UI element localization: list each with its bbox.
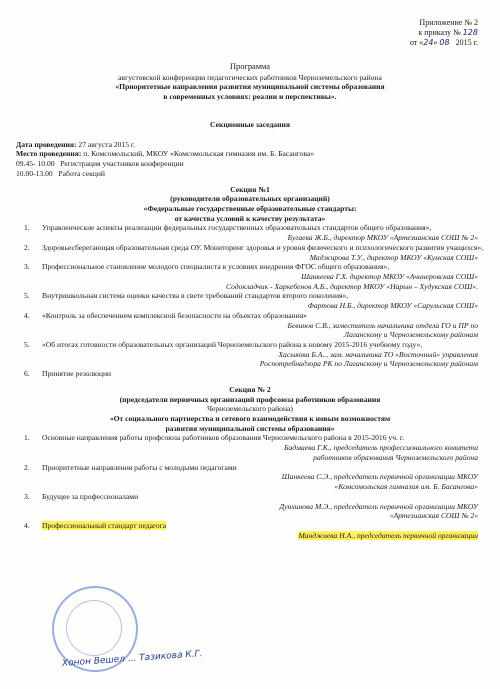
section1-title: Секция №1 xyxy=(230,184,270,194)
section2-subtitle2: Черноземельского района) xyxy=(207,404,293,414)
section2-signature-line2: «Комсомольская гимназия им. Б. Басангова» xyxy=(334,482,478,492)
section1-subtitle: (руководители образовательных организаций) xyxy=(170,194,330,204)
sessions-heading: Секционные заседания xyxy=(210,119,290,129)
place-line: Место проведения: п. Комсомольский, МКОУ «Комсомольская гимназия им. Б. Басангова» xyxy=(16,149,315,159)
section1-item: 5. «Об итогах готовности образовательных организаций Черноземельского района к новому 2015-2016 учебному году», xyxy=(24,340,423,349)
program-line1: августовской конференции педагогических работников Черноземельского района xyxy=(118,72,382,82)
appendix-title: Приложение № 2 xyxy=(419,18,478,27)
section2-item: 3. Будущее за профессионалами xyxy=(24,491,139,501)
section1-signature: Бугаева Ж.Б., директор МКОУ «Артезианская СОШ № 2» xyxy=(287,233,478,243)
section1-item: 1. Управленческие аспекты реализации федеральных государственных образовательных стандартов общего образования», xyxy=(24,223,432,233)
program-title: Программа xyxy=(229,62,271,71)
section1-item: 4. «Контроль за обеспечением комплексной безопасности на объектах образования» xyxy=(24,310,307,320)
section1-signature: Фартова Н.Б., директор МКОУ «Сарульская СОШ» xyxy=(307,301,478,311)
section2-subtitle: (председатели первичных организаций профсоюза работников образования xyxy=(119,394,381,404)
program-line3: в современных условиях: реалии и перспективы». xyxy=(163,92,337,102)
section2-signature-line2: работников образования Черноземельского района xyxy=(313,452,478,462)
schedule-row-2: 10.00-13.00 Работа секций xyxy=(16,168,105,178)
section2-signature: Манджиева Н.А., председатель первичной организации xyxy=(298,530,478,540)
section1-signature: Бевинов С.В., заместитель начальника отдела ГО и ПР по xyxy=(287,320,478,330)
section1-signature-line2: Лаганскому и Черноземельскому районам xyxy=(343,330,478,340)
section1-signature-line2: Роспотребнадзора РК по Лаганскому и Черноземельскому районам xyxy=(259,359,478,369)
section1-signature: Маджирова Т.У., директор МКОУ «Кумская СОШ» xyxy=(309,252,478,262)
date-line: Дата проведения: 27 августа 2015 г. xyxy=(16,139,136,149)
section1-item: 3. Профессиональное становление молодого специалиста в условиях внедрения ФГОС общего образования», xyxy=(24,262,390,272)
section1-item: 6. Принятие резолюции xyxy=(24,369,112,379)
section2-theme2: развития муниципальной системы образования» xyxy=(165,423,335,433)
section2-theme1: «От социального партнерства и сетевого взаимодействия к новым возможностям xyxy=(109,414,391,424)
section2-item: 1. Основные направления работы профсоюза работников образования Черноземельского района в 2015-2016 уч. г. xyxy=(24,433,404,443)
section2-signature: Бадмаева Г.К., председатель профессионального комитета xyxy=(284,443,478,453)
section2-signature: Шанкеева С.Э., председатель первичной организации МКОУ xyxy=(281,472,478,482)
schedule-row-1: 09.45- 10.00 Регистрация участников конференции xyxy=(16,159,184,169)
section1-item: 2. Здоровьесберегающая образовательная среда ОУ. Мониторинг здоровья и уровня физического и психологического развития учащихся», xyxy=(24,242,484,252)
handwritten-note: Хонон Вешел ... Тазикова К.Г. xyxy=(61,649,203,669)
order-line: к приказу № 128 xyxy=(418,28,478,37)
order-number: 128 xyxy=(462,28,478,37)
section1-theme1: «Федеральные государственные образовательные стандарты: xyxy=(143,203,357,213)
section1-theme2: от качества условий к качеству результата» xyxy=(174,213,326,223)
section2-item: 2. Приоритетные направления работы с молодыми педагогами xyxy=(24,462,237,472)
section1-cospeaker: Содокладчик - Харкебенов А.Б., директор МКОУ «Нарын – Худукская СОШ». xyxy=(225,281,478,291)
section1-signature: Шанкеева Г.Х. директор МКОУ «Ачинеровская СОШ» xyxy=(301,271,478,281)
section2-title: Секция № 2 xyxy=(229,384,271,394)
program-line2: «Приоритетные направления развития муниципальной системы образования xyxy=(115,82,385,92)
section2-signature-line2: «Артезианская СОШ № 2» xyxy=(389,511,478,521)
section2-signature: Дунхинова М.Э., председатель первичной организации МКОУ xyxy=(279,501,478,511)
order-date: от «24» 08 2015 г. xyxy=(409,38,478,47)
highlighted-text: Профессиональный стандарт педагога xyxy=(42,520,167,530)
section1-item: 5. Внутришкольная система оценки качества в свете требований стандартов второго поколения», xyxy=(24,291,349,301)
appendix-block xyxy=(410,18,478,48)
section2-item: 4. Профессиональный стандарт педагога xyxy=(24,520,167,530)
section1-signature: Хасыкова Б.А.., зам. начальника ТО «Восточный» управления xyxy=(278,349,478,359)
